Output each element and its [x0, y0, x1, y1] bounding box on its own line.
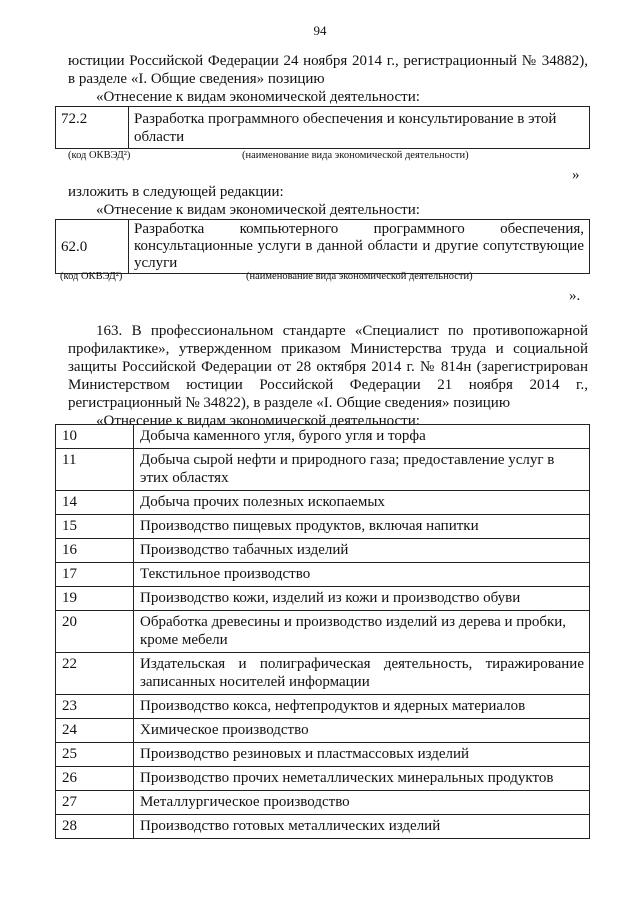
- okved-code-cell: 14: [56, 491, 134, 515]
- activity-name-cell: Производство прочих неметаллических минеральных продуктов: [134, 767, 590, 791]
- paragraph-163: [68, 322, 588, 430]
- text-line: регистрационный № 34822), в разделе «I. Общие сведения» позицию: [68, 395, 511, 411]
- table-row: [56, 719, 590, 743]
- okved-code-cell: 62.0: [56, 220, 129, 274]
- table-row: [56, 695, 590, 719]
- okved-code-cell: 11: [56, 449, 134, 491]
- text-line: «Отнесение к видам экономической деятельности:: [96, 89, 420, 105]
- okved-table-list: [55, 424, 590, 839]
- okved-code-cell: 22: [56, 653, 134, 695]
- text-line: Министерством юстиции Российской Федерации 21 ноября 2014 г.,: [68, 377, 588, 393]
- text-line: изложить в следующей редакции:: [68, 184, 284, 200]
- okved-table-new: [55, 219, 590, 274]
- okved-code-cell: 10: [56, 425, 134, 449]
- paragraph-new-edition: [68, 183, 588, 219]
- activity-name-cell: Производство пищевых продуктов, включая напитки: [134, 515, 590, 539]
- table-row: [56, 815, 590, 839]
- activity-name-cell: Добыча каменного угля, бурого угля и торфа: [134, 425, 590, 449]
- okved-code-cell: 25: [56, 743, 134, 767]
- activity-name-cell: Издательская и полиграфическая деятельность, тиражирование записанных носителей информации: [134, 653, 590, 695]
- caption-code: (код ОКВЭД²): [68, 150, 131, 161]
- okved-code-cell: 16: [56, 539, 134, 563]
- caption-name: (наименование вида экономической деятельности): [242, 150, 469, 161]
- okved-code-cell: 28: [56, 815, 134, 839]
- table-row: [56, 767, 590, 791]
- activity-name-cell: Разработка компьютерного программного обеспечения, консультационные услуги в данной области и другие сопутствующие услуги: [129, 220, 590, 274]
- activity-name-cell: Добыча прочих полезных ископаемых: [134, 491, 590, 515]
- okved-code-cell: 17: [56, 563, 134, 587]
- text-line: юстиции Российской Федерации 24 ноября 2014 г., регистрационный № 34882),: [68, 53, 588, 69]
- table-row: [56, 539, 590, 563]
- caption-name: (наименование вида экономической деятельности): [246, 271, 473, 282]
- okved-code-cell: 20: [56, 611, 134, 653]
- text-line: «Отнесение к видам экономической деятельности:: [96, 413, 420, 429]
- table-row: [56, 491, 590, 515]
- activity-name-cell: Разработка программного обеспечения и консультирование в этой области: [129, 107, 590, 149]
- activity-name-cell: Производство табачных изделий: [134, 539, 590, 563]
- activity-name-cell: Производство резиновых и пластмассовых изделий: [134, 743, 590, 767]
- page-number: 94: [313, 23, 327, 38]
- okved-code-cell: 19: [56, 587, 134, 611]
- table-row: [56, 611, 590, 653]
- paragraph-intro: [68, 52, 588, 106]
- text-line: защиты Российской Федерации от 28 октября 2014 г. № 814н (зарегистрирован: [68, 359, 588, 375]
- table-row: [56, 563, 590, 587]
- okved-code-cell: 15: [56, 515, 134, 539]
- okved-code-cell: 26: [56, 767, 134, 791]
- table-row: [56, 587, 590, 611]
- activity-name-cell: Производство кокса, нефтепродуктов и ядерных материалов: [134, 695, 590, 719]
- activity-name-cell: Химическое производство: [134, 719, 590, 743]
- table-row: [56, 743, 590, 767]
- okved-code-cell: 23: [56, 695, 134, 719]
- activity-name-cell: Обработка древесины и производство изделий из дерева и пробки, кроме мебели: [134, 611, 590, 653]
- table-row: [56, 515, 590, 539]
- caption-code: (код ОКВЭД²): [60, 271, 123, 282]
- activity-name-cell: Металлургическое производство: [134, 791, 590, 815]
- activity-name-cell: Текстильное производство: [134, 563, 590, 587]
- activity-name-cell: Производство готовых металлических изделий: [134, 815, 590, 839]
- okved-code-cell: 72.2: [56, 107, 129, 149]
- okved-table-old: [55, 106, 590, 149]
- table-row: [56, 425, 590, 449]
- text-line: в разделе «I. Общие сведения» позицию: [68, 71, 325, 87]
- okved-code-cell: 27: [56, 791, 134, 815]
- text-line: 163. В профессиональном стандарте «Специалист по противопожарной: [96, 323, 588, 339]
- quote-end: ».: [569, 288, 581, 304]
- table-row: [56, 791, 590, 815]
- activity-name-cell: Добыча сырой нефти и природного газа; предоставление услуг в этих областях: [134, 449, 590, 491]
- activity-name-cell: Производство кожи, изделий из кожи и производство обуви: [134, 587, 590, 611]
- text-line: «Отнесение к видам экономической деятельности:: [96, 202, 420, 218]
- okved-code-cell: 24: [56, 719, 134, 743]
- quote-end: »: [572, 167, 580, 183]
- table-row: [56, 653, 590, 695]
- text-line: профилактике», утвержденном приказом Министерства труда и социальной: [68, 341, 588, 357]
- table-row: [56, 449, 590, 491]
